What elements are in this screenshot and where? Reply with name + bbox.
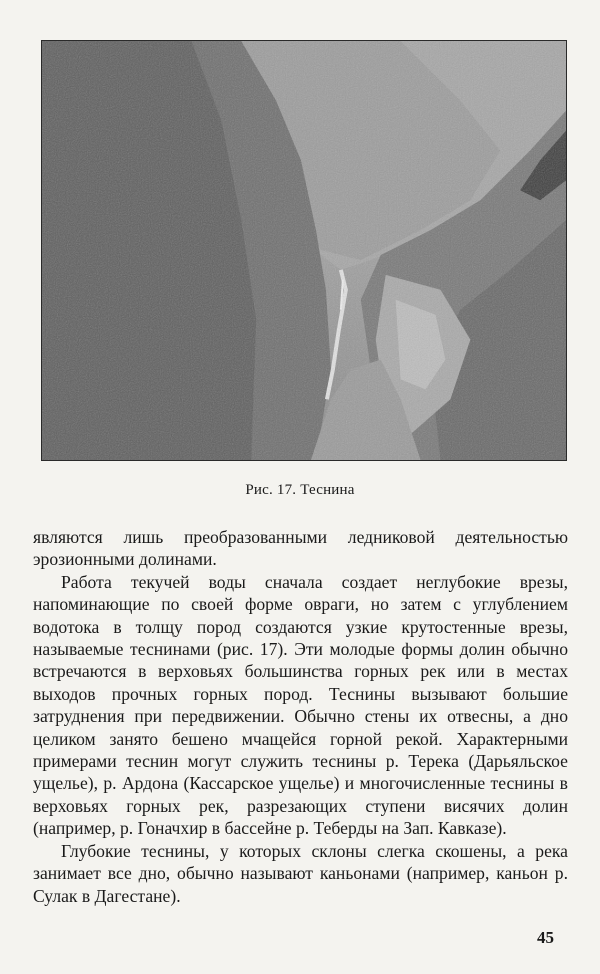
body-text bbox=[33, 526, 568, 907]
paragraph: Глубокие теснины, у которых склоны слегка скошены, а река занимает все дно, обычно называют каньонами (например, каньон р. Сулак в Дагестане). bbox=[33, 840, 568, 906]
page-number: 45 bbox=[537, 928, 554, 947]
gorge-photograph bbox=[41, 40, 567, 461]
figure-caption: Рис. 17. Теснина bbox=[245, 482, 355, 498]
paragraph: Работа текучей воды сначала создает неглубокие врезы, напоминающие по своей форме овраги, но затем с углублением водотока в толщу пород создаются узкие крутостенные врезы, называемые теснинами (рис. 17). Эти молодые формы долин обычно встречаются в верховьях большинства горных рек или в местах выходов прочных горных пород. Теснины вызывают большие затруднения при передвижении. Обычно стены их отвесны, а дно целиком занято бешено мчащейся горной рекой. Характерными примерами теснин могут служить теснины р. Терека (Дарьяльское ущелье), р. Ардона (Кассарское ущелье) и многочисленные теснины в верховьях горных рек, разрезающих ступени висячих долин (например, р. Гоначхир в бассейне р. Теберды на Зап. Кавказе). bbox=[33, 571, 568, 839]
paragraph: являются лишь преобразованными ледниковой деятельностью эрозионными долинами. bbox=[33, 527, 568, 570]
gorge-illustration bbox=[42, 41, 566, 460]
